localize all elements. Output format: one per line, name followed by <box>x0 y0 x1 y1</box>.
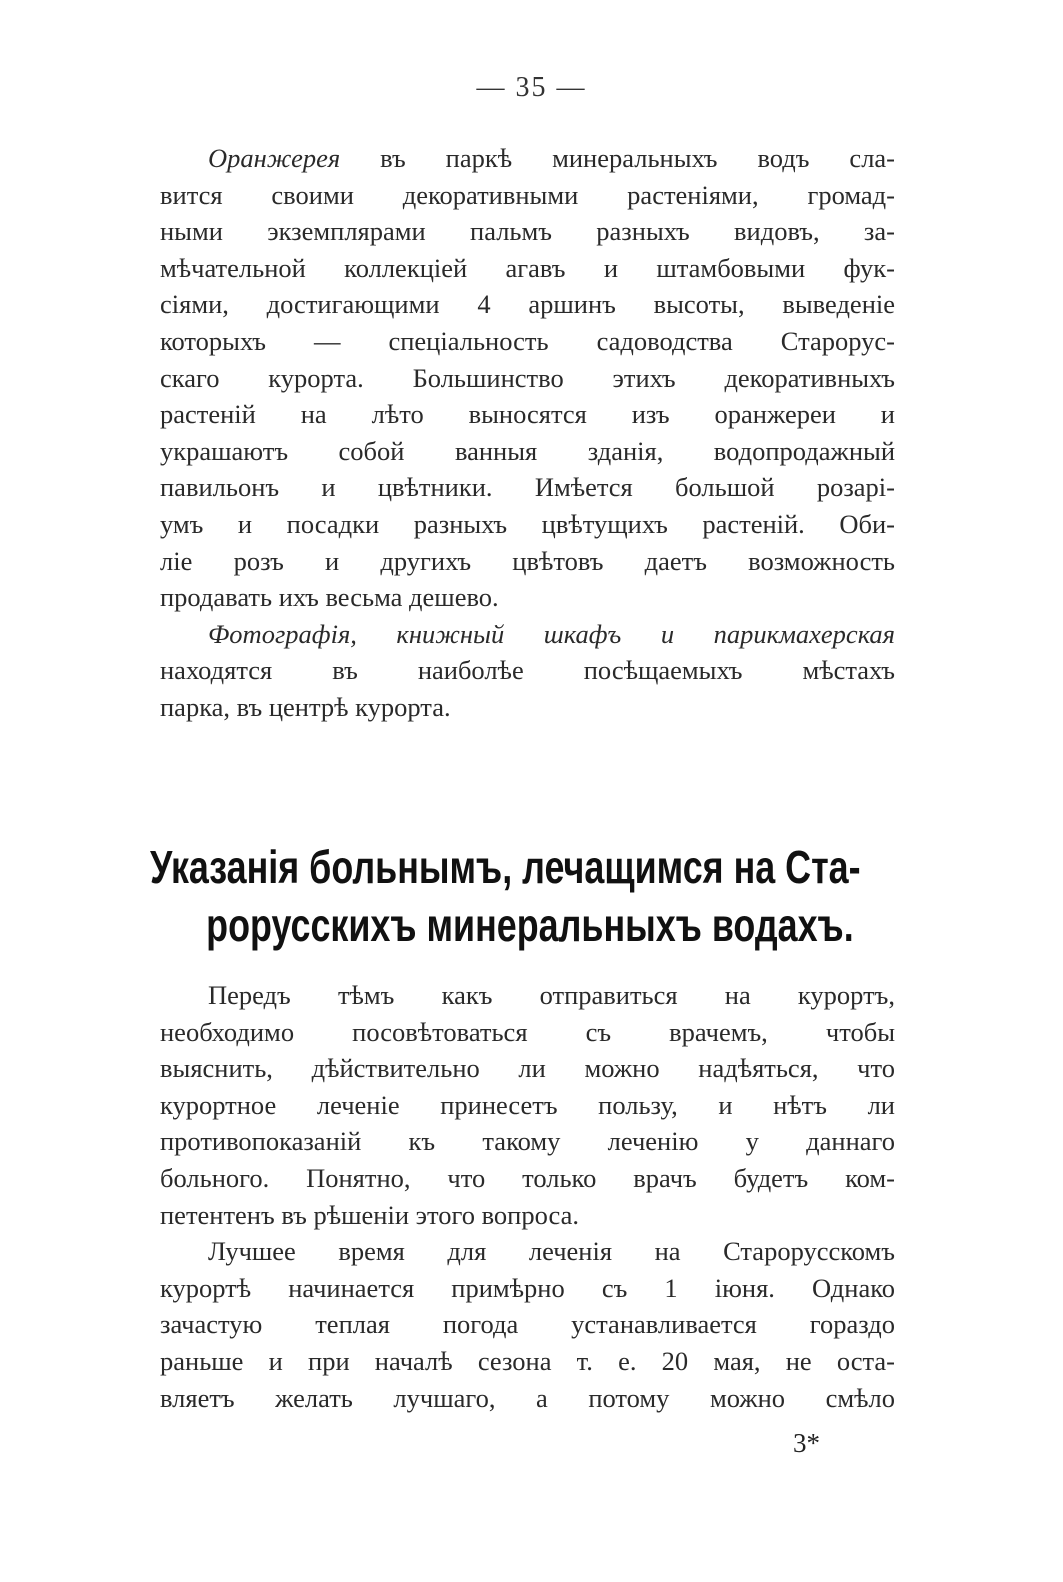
text-line: которыхъ — спеціальность садоводства Старорус- <box>160 325 895 356</box>
text-line: продавать ихъ весьма дешево. <box>160 582 499 613</box>
text-line: Передъ тѣмъ какъ отправиться на курортъ, <box>208 980 895 1010</box>
page-number: — 35 — <box>476 72 587 103</box>
heading-line-2: рорусскихъ минеральныхъ водахъ. <box>206 899 854 951</box>
text-line: украшаютъ собой ванныя зданія, водопродажный <box>160 435 895 466</box>
text-line: вляетъ желать лучшаго, а потому можно смѣло <box>160 1382 895 1413</box>
text-line: зачастую теплая погода устанавливается гораздо <box>160 1309 895 1340</box>
text-line: ными экземплярами пальмъ разныхъ видовъ, за- <box>160 216 895 247</box>
text-line: скаго курорта. Большинство этихъ декоративныхъ <box>160 362 895 393</box>
text-fragment: въ паркѣ минеральныхъ водъ сла- <box>340 143 895 173</box>
text-line: растеній на лѣто выносятся изъ оранжереи и <box>160 399 895 430</box>
text-line: курортѣ начинается примѣрно съ 1 іюня. Однако <box>160 1272 895 1303</box>
text-line: вится своими декоративными растеніями, громад- <box>160 179 895 210</box>
text-line: петентенъ въ рѣшеніи этого вопроса. <box>160 1199 579 1230</box>
heading-line-1: Указанія больнымъ, лечащимся на Ста- <box>150 841 861 893</box>
text-line: курортное леченіе принесетъ пользу, и нѣтъ ли <box>160 1089 895 1120</box>
text-line <box>160 140 895 177</box>
text-line: Лучшее время для леченія на Старорусскомъ <box>208 1236 895 1267</box>
section-parks-text <box>160 140 895 726</box>
text-line: парка, въ центрѣ курорта. <box>160 691 451 722</box>
section-instructions-text <box>160 977 895 1416</box>
text-line: ліе розъ и другихъ цвѣтовъ даетъ возможность <box>160 545 895 576</box>
text-line: выяснить, дѣйствительно ли можно надѣяться, что <box>160 1053 895 1084</box>
text-line: противопоказаній къ такому леченію у даннаго <box>160 1126 895 1157</box>
term-photography: Фотографія, книжный шкафъ и парикмахерская <box>208 618 895 649</box>
text-line: умъ и посадки разныхъ цвѣтущихъ растеній. Оби- <box>160 508 895 539</box>
text-line: мѣчательной коллекціей агавъ и штамбовыми фук- <box>160 252 895 283</box>
text-line: сіями, достигающими 4 аршинъ высоты, выведеніе <box>160 289 895 320</box>
text-line: больного. Понятно, что только врачъ будетъ ком- <box>160 1162 895 1193</box>
text-line: находятся въ наиболѣе посѣщаемыхъ мѣстахъ <box>160 655 895 686</box>
text-line: необходимо посовѣтоваться съ врачемъ, чтобы <box>160 1016 895 1047</box>
term-orangery: Оранжерея <box>208 143 341 173</box>
signature-mark: 3* <box>793 1428 820 1458</box>
text-line: павильонъ и цвѣтники. Имѣется большой розарі- <box>160 472 895 503</box>
text-line: раньше и при началѣ сезона т. е. 20 мая, не оста- <box>160 1345 895 1376</box>
section-heading <box>150 838 911 954</box>
